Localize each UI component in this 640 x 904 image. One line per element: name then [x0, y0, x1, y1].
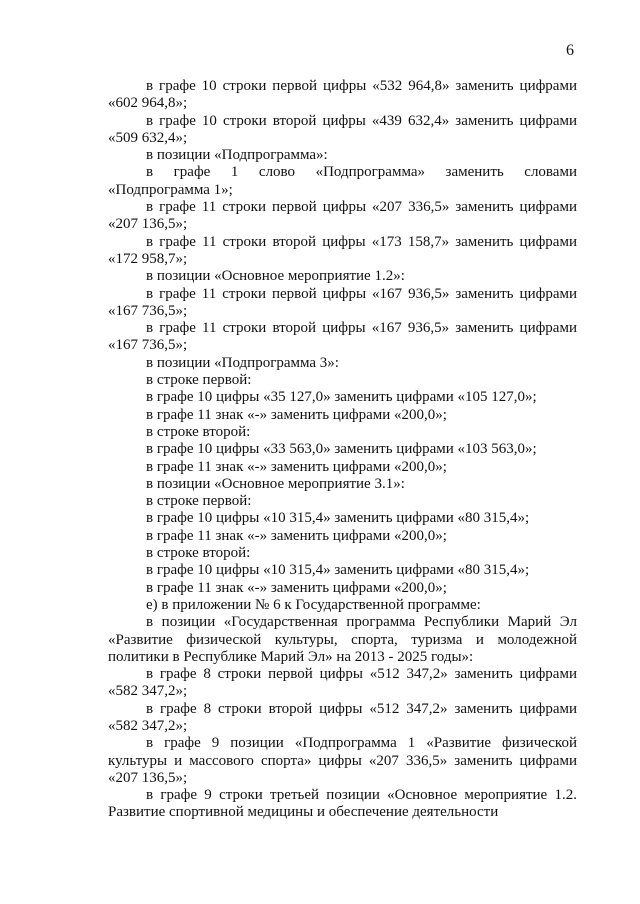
- paragraph: в графе 10 цифры «35 127,0» заменить цифрами «105 127,0»;: [146, 389, 537, 406]
- paragraph: в строке второй:: [146, 423, 251, 440]
- paragraph: в графе 11 знак «-» заменить цифрами «200,0»;: [146, 579, 447, 596]
- paragraph: в графе 11 строки второй цифры «173 158,7» заменить цифрами «172 958,7»;: [108, 233, 577, 267]
- paragraph: в строке первой:: [146, 372, 252, 389]
- paragraph: в позиции «Государственная программа Республики Марий Эл «Развитие физической культуры, спорта, туризма и молодежной политики в Республике Марий Эл» на 2013 - 2025 годы»:: [108, 614, 577, 665]
- paragraph: в графе 11 знак «-» заменить цифрами «200,0»;: [146, 458, 447, 475]
- paragraph: в графе 10 цифры «33 563,0» заменить цифрами «103 563,0»;: [146, 441, 537, 458]
- paragraph: в графе 11 знак «-» заменить цифрами «200,0»;: [146, 406, 447, 423]
- paragraph: в графе 1 слово «Подпрограмма» заменить словами «Подпрограмма 1»;: [108, 164, 577, 198]
- paragraph: в графе 8 строки первой цифры «512 347,2» заменить цифрами «582 347,2»;: [108, 666, 577, 700]
- paragraph: в графе 10 цифры «10 315,4» заменить цифрами «80 315,4»;: [146, 562, 530, 579]
- paragraph: в графе 11 знак «-» заменить цифрами «200,0»;: [146, 527, 447, 544]
- document-body: [108, 78, 577, 822]
- paragraph: в графе 10 цифры «10 315,4» заменить цифрами «80 315,4»;: [146, 510, 530, 527]
- paragraph: в графе 10 строки второй цифры «439 632,4» заменить цифрами «509 632,4»;: [108, 112, 577, 146]
- paragraph: в графе 10 строки первой цифры «532 964,8» заменить цифрами «602 964,8»;: [108, 78, 577, 112]
- paragraph: в позиции «Подпрограмма»:: [146, 147, 328, 164]
- paragraph: в графе 11 строки первой цифры «167 936,5» заменить цифрами «167 736,5»;: [108, 285, 577, 319]
- paragraph: в графе 9 позиции «Подпрограмма 1 «Развитие физической культуры и массового спорта» цифры «207 336,5» заменить цифрами «207 136,5»;: [108, 735, 577, 786]
- paragraph: е) в приложении № 6 к Государственной программе:: [146, 596, 481, 613]
- paragraph: в позиции «Основное мероприятие 1.2»:: [146, 268, 405, 285]
- paragraph: в графе 11 строки второй цифры «167 936,5» заменить цифрами «167 736,5»;: [108, 320, 577, 354]
- paragraph: в позиции «Основное мероприятие 3.1»:: [146, 475, 405, 492]
- paragraph: в графе 8 строки второй цифры «512 347,2» заменить цифрами «582 347,2»;: [108, 700, 577, 734]
- paragraph: в строке первой:: [146, 493, 252, 510]
- paragraph: в позиции «Подпрограмма 3»:: [146, 354, 339, 371]
- page-number: 6: [566, 42, 574, 59]
- paragraph: в строке второй:: [146, 545, 251, 562]
- paragraph: в графе 9 строки третьей позиции «Основное мероприятие 1.2. Развитие спортивной медицины и обеспечение деятельности: [108, 787, 577, 821]
- paragraph: в графе 11 строки первой цифры «207 336,5» заменить цифрами «207 136,5»;: [108, 199, 577, 233]
